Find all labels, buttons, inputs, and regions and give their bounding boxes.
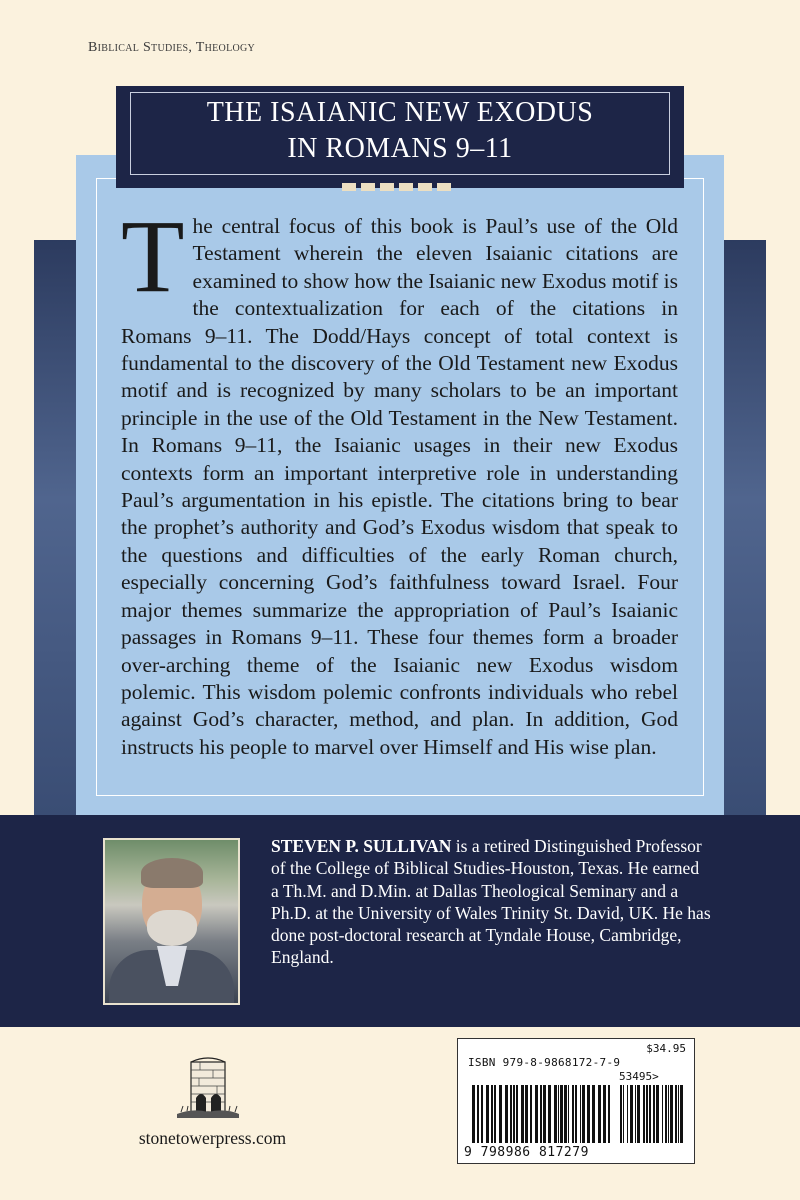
barcode-bar [592,1085,595,1143]
stone-tower-icon [173,1050,243,1122]
barcode-bar [635,1085,636,1143]
barcode-bar [499,1085,502,1143]
barcode-bar [535,1085,538,1143]
barcode-bar [540,1085,542,1143]
barcode-bar [564,1085,567,1143]
barcode-bar [637,1085,640,1143]
barcode-bar [643,1085,645,1143]
barcode-bar [521,1085,524,1143]
barcode-bar [486,1085,489,1143]
isbn-barcode [457,1038,695,1164]
barcode-bar [620,1085,622,1143]
barcode-bar [670,1085,673,1143]
price-label: $34.95 [646,1042,686,1055]
barcode-number: 9 798986 817279 [464,1145,589,1160]
barcode-bar [603,1085,606,1143]
barcode-bar [649,1085,651,1143]
barcode-bar [678,1085,679,1143]
barcode-bar [575,1085,577,1143]
barcode-bar [560,1085,563,1143]
barcode-bar [494,1085,496,1143]
author-photo [103,838,240,1005]
publisher-website: stonetowerpress.com [138,1128,287,1148]
author-bio-text: is a retired Distinguished Professor of the College of Biblical Studies-Houston, Texas. He earned a Th.M. and D.Min. at Dallas Theological Seminary and a Ph.D. at the University of Wales Trinity St. David, UK. He has done post-doctoral research at Tyndale House, Cambridge, England. [271,836,711,968]
barcode-bar [665,1085,667,1143]
book-title-line-1: THE ISAIANIC NEW EXODUS [206,97,594,128]
barcode-bar [516,1085,518,1143]
barcode-bar [530,1085,532,1143]
barcode-bar [608,1085,610,1143]
book-title-line-2: IN ROMANS 9–11 [287,133,513,164]
barcode-bar [675,1085,677,1143]
category-label: Biblical Studies, Theology [88,40,256,55]
isbn-label: ISBN 979-8-9868172-7-9 [468,1056,621,1069]
barcode-bar [558,1085,559,1143]
barcode-bar [525,1085,528,1143]
barcode-bar [656,1085,659,1143]
barcode-bar [568,1085,569,1143]
barcode-bar [580,1085,581,1143]
barcode-bar [587,1085,590,1143]
book-description [121,199,678,761]
author-name: STEVEN P. SULLIVAN [271,836,452,856]
addon-barcode-bars [620,1085,686,1143]
description-text: he central focus of this book is Paul’s use of the Old Testament wherein the eleven Isaianic citations are examined to show how the Isaianic new Exodus motif is the contextualization for each of the citations in Romans 9–11. The Dodd/Hays concept of total context is fundamental to the discovery of the Old Testament new Exodus motif and is recognized by many scholars to be an important principle in the use of the Old Testament in the New Testament. In Romans 9–11, the Isaianic usages in their new Exodus contexts form an important interpretive role in understanding Paul’s argumentation in his epistle. The citations bring to bear the prophet’s authority and God’s Exodus wisdom that speak to the questions and difficulties of the early Roman church, especially concerning God’s faithfulness toward Israel. Four major themes summarize the appropriation of Paul’s Isaianic passages in Romans 9–11. These four themes form a broader over-arching theme of the Isaianic new Exodus wisdom polemic. This wisdom polemic confronts individuals who rebel against God’s character, method, and plan. In addition, God instructs his people to marvel over Himself and His wise plan. [121,214,678,759]
barcode-bar [543,1085,546,1143]
barcode-bar [630,1085,633,1143]
barcode-bar [680,1085,683,1143]
barcode-bar [548,1085,551,1143]
barcode-bar [668,1085,669,1143]
drop-cap: T [121,199,185,314]
barcode-bar [477,1085,479,1143]
barcode-bar [627,1085,628,1143]
barcode-bar [510,1085,512,1143]
barcode-bar [662,1085,663,1143]
barcode-bar [653,1085,655,1143]
right-decorative-band [724,240,766,815]
barcode-bar [472,1085,475,1143]
barcode-bar [513,1085,515,1143]
addon-code: 53495> [619,1070,659,1083]
barcode-bar [505,1085,508,1143]
main-barcode-bars [472,1085,612,1143]
barcode-bar [554,1085,557,1143]
barcode-bar [481,1085,483,1143]
barcode-bar [623,1085,624,1143]
barcode-bar [598,1085,601,1143]
barcode-bar [582,1085,585,1143]
barcode-bar [491,1085,493,1143]
author-bio [271,835,711,969]
left-decorative-band [34,240,76,815]
barcode-bar [646,1085,648,1143]
barcode-bar [572,1085,574,1143]
